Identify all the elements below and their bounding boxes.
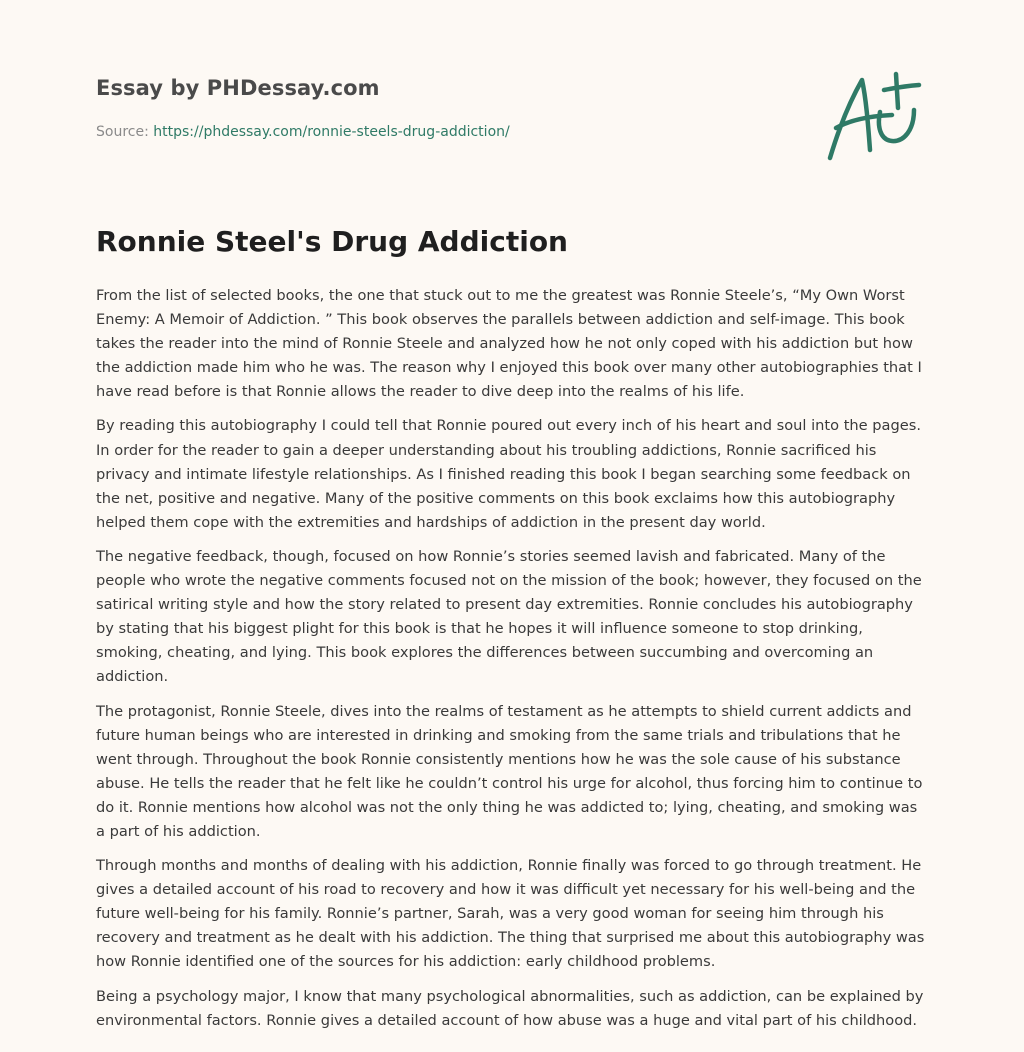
essay-body (96, 284, 930, 1043)
essay-paragraph: The negative feedback, though, focused on how Ronnie’s stories seemed lavish and fabricated. Many of the people who wrote the negative comments focused not on the mission of the book; however, they focused on the satirical writing style and how the story related to present day extremities. Ronnie concludes his autobiography by stating that his biggest plight for this book is that he hopes it will influence someone to stop drinking, smoking, cheating, and lying. This book explores the differences between succumbing and overcoming an addiction. (96, 547, 922, 686)
essay-title: Ronnie Steel's Drug Addiction (96, 225, 568, 258)
brand-title: Essay by PHDessay.com (96, 76, 380, 100)
a-plus-icon (822, 68, 928, 164)
essay-paragraph: Being a psychology major, I know that many psychological abnormalities, such as addiction, can be explained by environmental factors. Ronnie gives a detailed account of how abuse was a huge and vital part of his childhood. (96, 987, 924, 1029)
source-link[interactable]: https://phdessay.com/ronnie-steels-drug-addiction/ (153, 124, 510, 140)
source-line (96, 124, 510, 140)
essay-paragraph: Through months and months of dealing with his addiction, Ronnie finally was forced to go through treatment. He gives a detailed account of his road to recovery and how it was difficult yet necessary for his well-being and the future well-being for his family. Ronnie’s partner, Sarah, was a very good woman for seeing him through his recovery and treatment as he dealt with his addiction. The thing that surprised me about this autobiography was how Ronnie identified one of the sources for his addiction: early childhood problems. (96, 857, 925, 971)
essay-paragraph: By reading this autobiography I could tell that Ronnie poured out every inch of his heart and soul into the pages. In order for the reader to gain a deeper understanding about his troubling addictions, Ronnie sacrificed his privacy and intimate lifestyle relationships. As I finished reading this book I began searching some feedback on the net, positive and negative. Many of the positive comments on this book exclaims how this autobiography helped them cope with the extremities and hardships of addiction in the present day world. (96, 417, 921, 531)
essay-paragraph: From the list of selected books, the one that stuck out to me the greatest was Ronnie Steele’s, “My Own Worst Enemy: A Memoir of Addiction. ” This book observes the parallels between addiction and self-image. This book takes the reader into the mind of Ronnie Steele and analyzed how he not only coped with his addiction but how the addiction made him who he was. The reason why I enjoyed this book over many other autobiographies that I have read before is that Ronnie allows the reader to dive deep into the realms of his life. (96, 287, 922, 401)
essay-paragraph: The protagonist, Ronnie Steele, dives into the realms of testament as he attempts to shield current addicts and future human beings who are interested in drinking and smoking from the same trials and tribulations that he went through. Throughout the book Ronnie consistently mentions how he was the sole cause of his substance abuse. He tells the reader that he felt like he couldn’t control his urge for alcohol, thus forcing him to continue to do it. Ronnie mentions how alcohol was not the only thing he was addicted to; lying, cheating, and smoking was a part of his addiction. (96, 702, 923, 840)
source-label: Source: (96, 124, 154, 140)
